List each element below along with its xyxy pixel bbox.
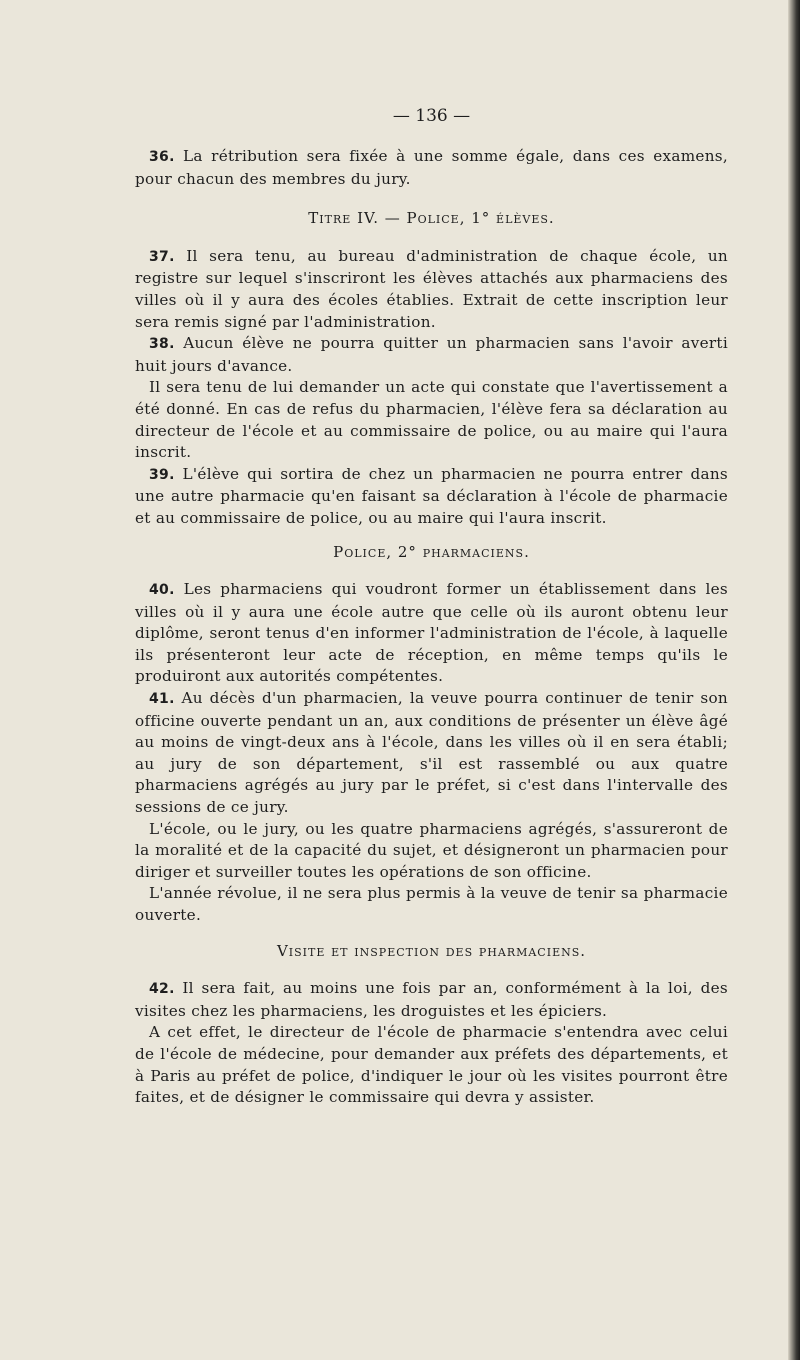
section-heading-visite: Visite et inspection des pharmaciens. (276, 941, 587, 960)
article-number: 36. (149, 149, 175, 165)
book-edge (788, 0, 800, 1360)
article-36 (135, 146, 728, 190)
article-37 (135, 246, 728, 333)
article-number: 40. (149, 582, 175, 599)
page-number: — 136 — (392, 106, 471, 126)
article-38-paragraph: Il sera tenu de lui demander un acte qui constate que l'avertissement a été donné. En cas de refus du pharmacien, l'élève fera sa déclaration au directeur de l'école et au commissaire de police, ou au maire qui l'aura inscrit. (135, 378, 728, 462)
article-text: Aucun élève ne pourra quitter un pharmacien sans l'avoir averti huit jours d'avance. (135, 334, 728, 375)
article-number: 38. (149, 336, 175, 353)
article-39 (135, 464, 728, 530)
article-40 (135, 579, 728, 688)
article-text: Il sera tenu, au bureau d'administration de chaque école, un registre sur lequel s'inscriront les élèves attachés aux pharmaciens des villes où il y aura des écoles établies. Extrait de cette inscription leur sera remis signé par l'administration. (135, 246, 728, 331)
section-heading-pharmaciens: Police, 2° pharmaciens. (333, 542, 530, 561)
article-42-paragraph: A cet effet, le directeur de l'école de pharmacie s'entendra avec celui de l'école de médecine, pour demander aux préfets des départements, et à Paris au préfet de police, d'indiquer le jour où les visites pourront être faites, et de désigner le commissaire qui devra y assister. (135, 1023, 728, 1107)
article-42 (135, 978, 728, 1022)
article-text: Les pharmaciens qui voudront former un établissement dans les villes où il y aura une école autre que celle où ils auront obtenu leur diplôme, seront tenus d'en informer l'administration de l'école, à laquelle ils présenteront leur acte de réception, en même temps qu'ils le produiront aux autorités compétentes. (135, 580, 728, 686)
article-text: L'élève qui sortira de chez un pharmacien ne pourra entrer dans une autre pharmacie qu'en faisant sa déclaration à l'école de pharmacie et au commissaire de police, ou au maire qui l'aura inscrit. (135, 464, 728, 527)
article-41-paragraph: L'école, ou le jury, ou les quatre pharmaciens agrégés, s'assureront de la moralité et de la capacité du sujet, et désigneront un pharmacien pour diriger et surveiller toutes les opérations de son officine. (135, 819, 728, 881)
article-text: La rétribution sera fixée à une somme égale, dans ces examens, pour chacun des membres du jury. (135, 147, 728, 188)
article-41-paragraph: L'année révolue, il ne sera plus permis à la veuve de tenir sa pharmacie ouverte. (135, 884, 728, 924)
article-41 (135, 688, 728, 819)
article-number: 39. (149, 466, 175, 483)
article-number: 41. (149, 691, 175, 708)
article-text: Il sera fait, au moins une fois par an, conformément à la loi, des visites chez les pharmaciens, les droguistes et les épiciers. (135, 979, 728, 1020)
article-text: Au décès d'un pharmacien, la veuve pourra continuer de tenir son officine ouverte pendant un an, aux conditions de présenter un élève âgé au moins de vingt-deux ans à l'école, dans les villes où il en sera établi; au jury de son département, s'il est rassemblé ou aux quatre pharmaciens agrégés au jury par le préfet, si c'est dans l'intervalle des sessions de ce jury. (135, 689, 728, 817)
page-body (135, 146, 728, 1109)
article-number: 37. (149, 248, 175, 265)
article-number: 42. (149, 981, 175, 998)
article-38 (135, 333, 728, 377)
section-heading-eleves: Titre IV. — Police, 1° élèves. (308, 209, 555, 228)
